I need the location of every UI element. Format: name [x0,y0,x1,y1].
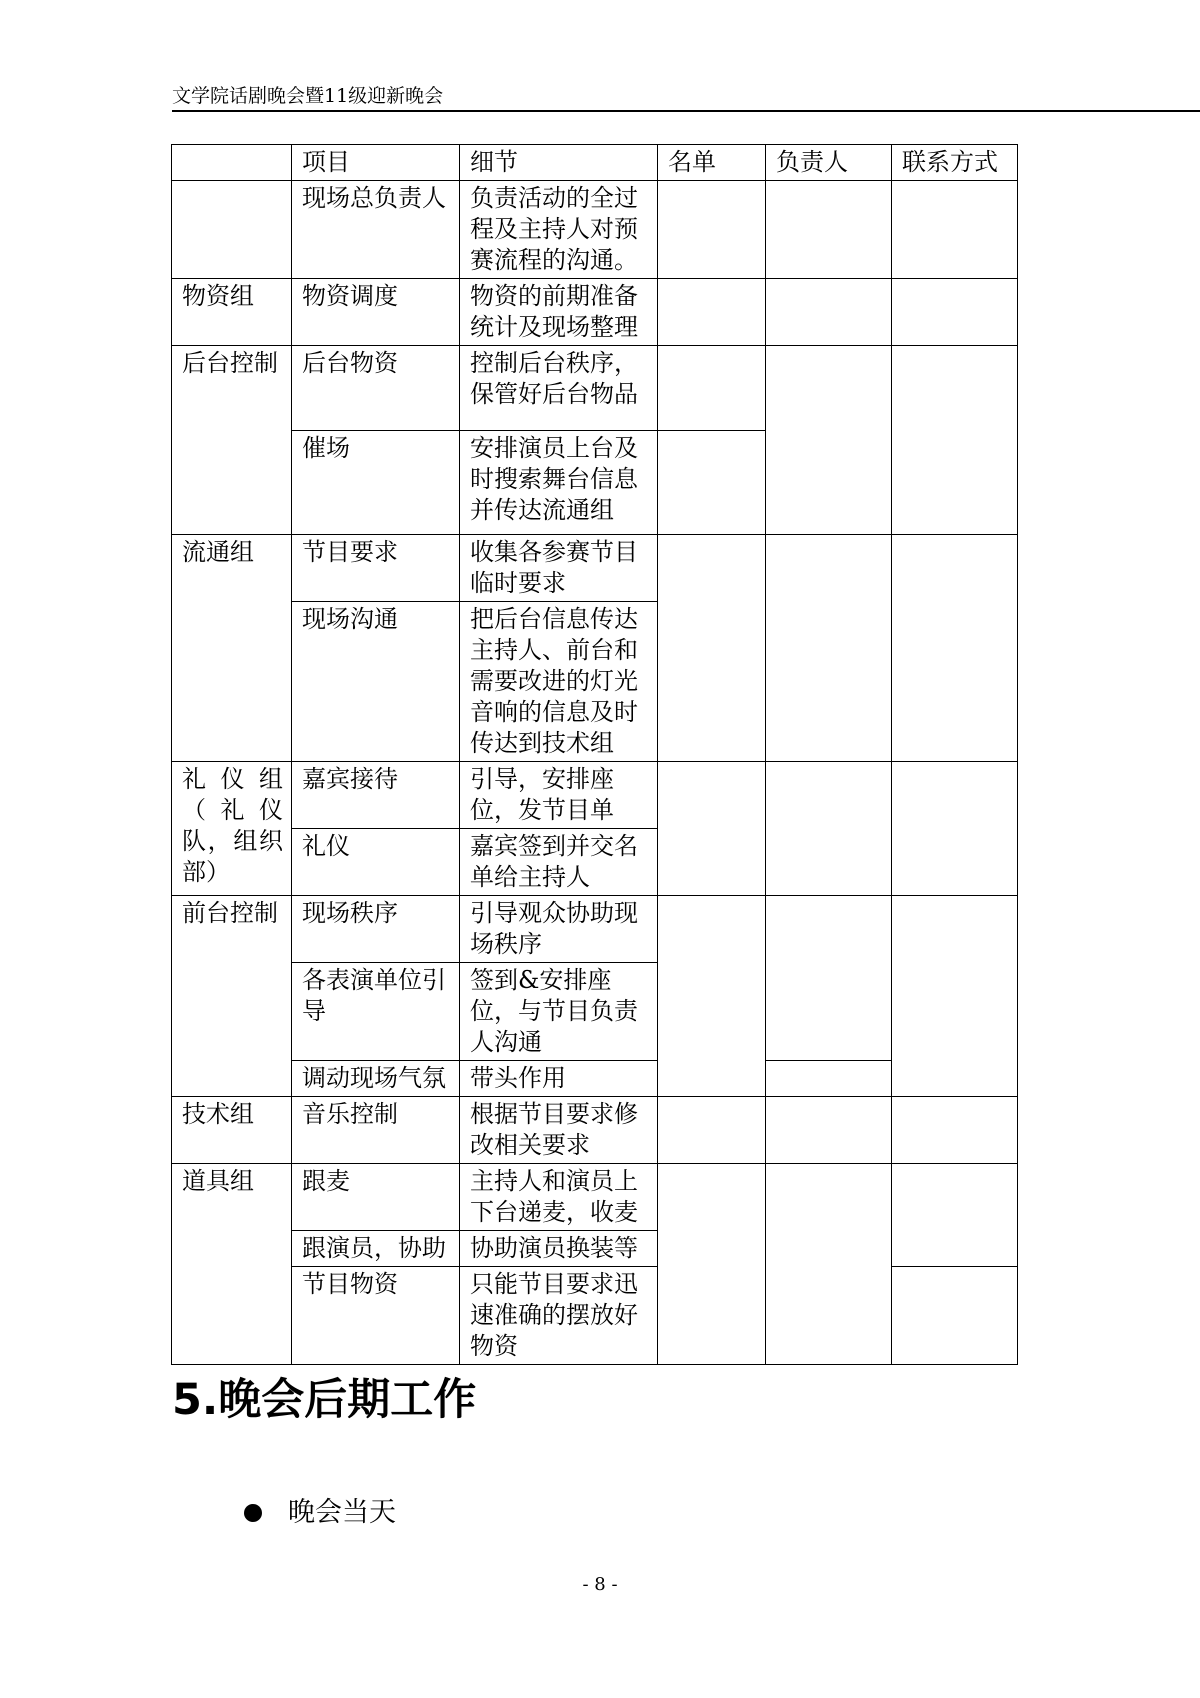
owner-cell [766,1164,892,1365]
detail-cell: 带头作用 [460,1061,658,1097]
detail-cell: 签到&安排座位，与节目负责人沟通 [460,963,658,1061]
contact-cell [892,1097,1018,1164]
column-header: 细节 [460,145,658,181]
list-cell [658,279,766,346]
owner-cell [766,896,892,1061]
detail-cell: 负责活动的全过程及主持人对预赛流程的沟通。 [460,181,658,279]
table-row [172,1097,1018,1164]
list-cell [658,1164,766,1365]
bullet-item [244,1496,396,1530]
group-cell: 物资组 [172,279,292,346]
owner-cell [766,762,892,896]
owner-cell [766,1097,892,1164]
list-cell [658,1097,766,1164]
owner-cell [766,181,892,279]
detail-cell: 安排演员上台及时搜索舞台信息并传达流通组 [460,431,658,535]
list-cell [658,535,766,762]
item-cell: 现场秩序 [292,896,460,963]
column-header: 负责人 [766,145,892,181]
table-row [172,535,1018,602]
column-header [172,145,292,181]
table-row [172,762,1018,829]
item-cell: 调动现场气氛 [292,1061,460,1097]
list-cell [658,431,766,535]
contact-cell [892,346,1018,535]
contact-cell [892,279,1018,346]
group-cell: 技术组 [172,1097,292,1164]
header-rule [172,110,1200,112]
contact-cell [892,535,1018,762]
table-row [172,1164,1018,1231]
detail-cell: 只能节目要求迅速准确的摆放好物资 [460,1267,658,1365]
column-header: 项目 [292,145,460,181]
item-cell: 各表演单位引导 [292,963,460,1061]
item-cell: 跟麦 [292,1164,460,1231]
group-cell: 道具组 [172,1164,292,1365]
owner-cell [766,279,892,346]
contact-cell [892,1164,1018,1267]
detail-cell: 协助演员换装等 [460,1231,658,1267]
group-cell: 流通组 [172,535,292,762]
owner-cell [766,1061,892,1097]
owner-cell [766,535,892,762]
table-row [172,1267,1018,1365]
table-header-row [172,145,1018,181]
table-row [172,896,1018,963]
item-cell: 后台物资 [292,346,460,431]
contact-cell [892,896,1018,1097]
table-row [172,181,1018,279]
owner-cell [766,346,892,535]
bullet-dot-icon [244,1504,262,1522]
group-cell [172,181,292,279]
group-cell: 前台控制 [172,896,292,1097]
list-cell [658,762,766,896]
staff-table [171,144,1018,1365]
detail-cell: 物资的前期准备统计及现场整理 [460,279,658,346]
table-row [172,346,1018,431]
detail-cell: 控制后台秩序，保管好后台物品 [460,346,658,431]
detail-cell: 主持人和演员上下台递麦，收麦 [460,1164,658,1231]
item-cell: 现场总负责人 [292,181,460,279]
item-cell: 节目物资 [292,1267,460,1365]
table-row [172,1061,1018,1097]
section-title: 5.晚会后期工作 [172,1375,477,1425]
list-cell [658,346,766,431]
detail-cell: 根据节目要求修改相关要求 [460,1097,658,1164]
item-cell: 节目要求 [292,535,460,602]
column-header: 名单 [658,145,766,181]
item-cell: 嘉宾接待 [292,762,460,829]
item-cell: 现场沟通 [292,602,460,762]
bullet-text: 晚会当天 [288,1497,396,1528]
detail-cell: 嘉宾签到并交名单给主持人 [460,829,658,896]
page-number: - 8 - [582,1574,618,1595]
item-cell: 音乐控制 [292,1097,460,1164]
item-cell: 催场 [292,431,460,535]
contact-cell [892,181,1018,279]
table-row [172,279,1018,346]
item-cell: 物资调度 [292,279,460,346]
list-cell [658,896,766,1097]
group-cell: 礼仪组（礼仪队，组织部） [172,762,292,896]
detail-cell: 把后台信息传达主持人、前台和需要改进的灯光音响的信息及时传达到技术组 [460,602,658,762]
item-cell: 跟演员，协助 [292,1231,460,1267]
contact-cell [892,1267,1018,1365]
detail-cell: 收集各参赛节目临时要求 [460,535,658,602]
detail-cell: 引导观众协助现场秩序 [460,896,658,963]
item-cell: 礼仪 [292,829,460,896]
group-cell: 后台控制 [172,346,292,535]
detail-cell: 引导，安排座位，发节目单 [460,762,658,829]
contact-cell [892,762,1018,896]
column-header: 联系方式 [892,145,1018,181]
list-cell [658,181,766,279]
page-header: 文学院话剧晚会暨11级迎新晚会 [172,85,444,107]
